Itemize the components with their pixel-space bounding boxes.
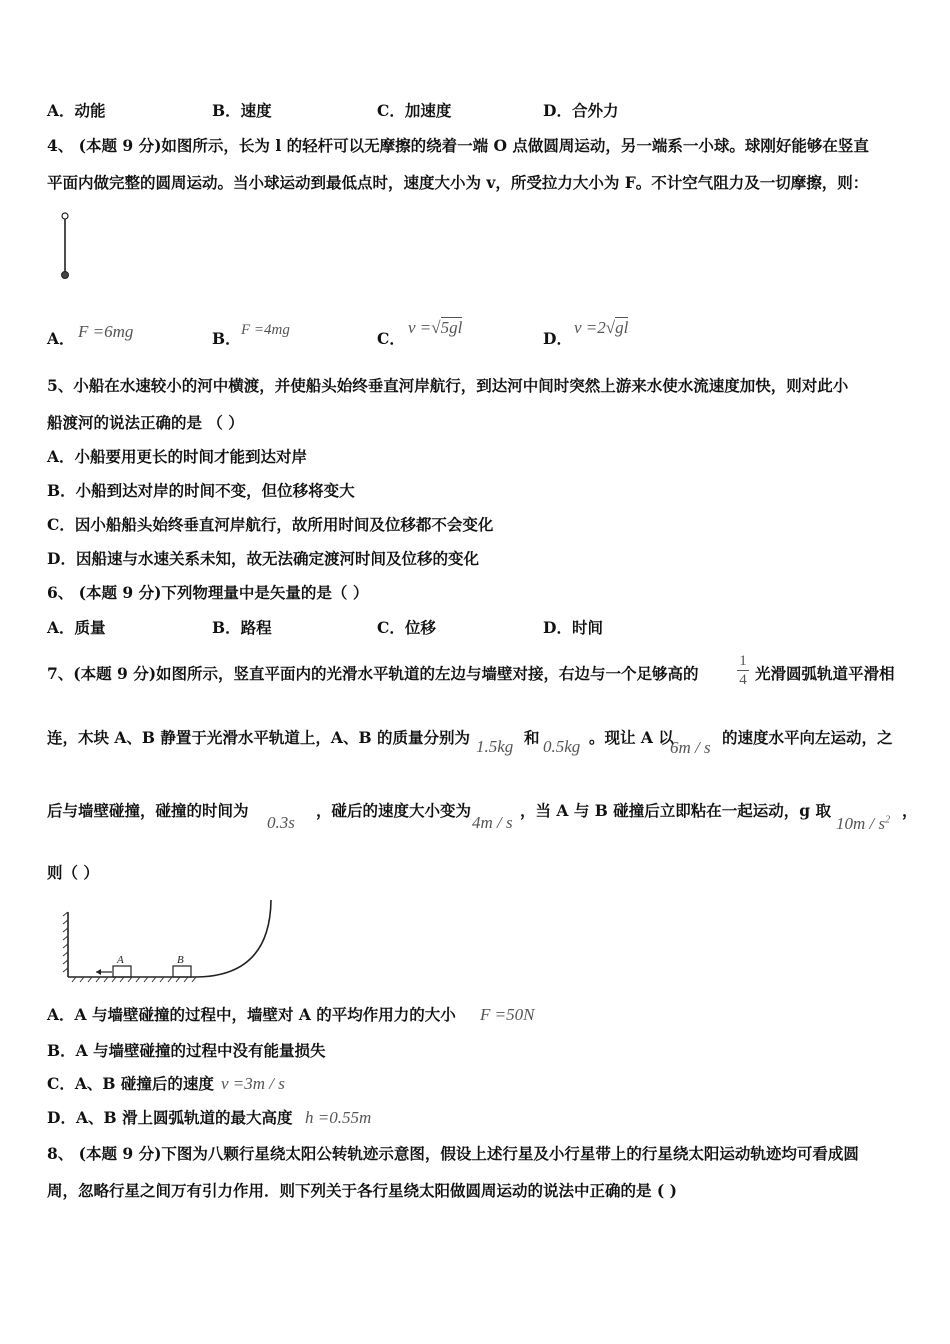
q4-option-d-letter: D． bbox=[543, 329, 572, 348]
q4-option-c-radicand: 5gl bbox=[440, 318, 463, 337]
block-a bbox=[113, 966, 131, 977]
q3-option-c: C．加速度 bbox=[377, 101, 452, 120]
q4-rod-figure bbox=[55, 210, 75, 285]
q4-option-a-letter: A． bbox=[47, 329, 75, 348]
q7-mass-b: 0.5kg bbox=[543, 737, 581, 756]
q4-stem-line2: 平面内做完整的圆周运动。当小球运动到最低点时，速度大小为 v，所受拉力大小为 F。不计空气阻力及一切摩擦，则： bbox=[47, 173, 869, 192]
q7-rebound-speed: 4m / s bbox=[472, 813, 513, 832]
q4-option-c-formula bbox=[408, 318, 462, 338]
q7-fraction-numerator: 1 bbox=[737, 652, 749, 671]
q4-option-b-formula: F =4mg bbox=[241, 322, 290, 338]
q7-option-c-text: C．A、B 碰撞后的速度 bbox=[47, 1074, 214, 1093]
block-b bbox=[173, 966, 191, 977]
q7-stem-line3d: ， bbox=[902, 801, 918, 820]
q7-stem-line2d: 的速度水平向左运动，之 bbox=[722, 728, 893, 747]
q7-option-b-text: B．A 与墙壁碰撞的过程中没有能量损失 bbox=[47, 1041, 326, 1060]
q7-stem-line2c: 。现让 A 以 bbox=[589, 728, 674, 747]
q7-option-d-text: D．A、B 滑上圆弧轨道的最大高度 bbox=[47, 1108, 293, 1127]
block-b-label: B bbox=[177, 954, 184, 966]
q7-mass-a: 1.5kg bbox=[476, 737, 514, 756]
q3-option-b: B．速度 bbox=[212, 101, 272, 120]
q7-gravity bbox=[836, 814, 890, 834]
block-a-label: A bbox=[117, 954, 124, 966]
q6-option-c: C．位移 bbox=[377, 618, 436, 637]
q4-option-a-formula: F =6mg bbox=[78, 322, 134, 341]
q7-stem-line1a: 7、(本题 9 分)如图所示，竖直平面内的光滑水平轨道的左边与墙壁对接，右边与一个足够高的 bbox=[47, 664, 699, 683]
q6-option-a: A．质量 bbox=[47, 618, 106, 637]
q7-stem-line4: 则（ ） bbox=[47, 863, 99, 882]
q6-option-d: D．时间 bbox=[543, 618, 603, 637]
q4-option-d-prefix: v =2 bbox=[574, 318, 606, 337]
q8-stem-line2: 周，忽略行星之间万有引力作用．则下列关于各行星绕太阳做圆周运动的说法中正确的是 ( ) bbox=[47, 1181, 677, 1200]
q7-stem-line3a: 后与墙壁碰撞，碰撞的时间为 bbox=[47, 801, 249, 820]
q5-option-b: B．小船到达对岸的时间不变，但位移将变大 bbox=[47, 481, 355, 500]
q7-initial-speed: 6m / s bbox=[670, 738, 711, 757]
q7-option-a-text: A．A 与墙壁碰撞的过程中，墙壁对 A 的平均作用力的大小 bbox=[47, 1005, 456, 1024]
q6-stem: 6、 (本题 9 分)下列物理量中是矢量的是（ ） bbox=[47, 583, 369, 602]
q7-fraction bbox=[737, 652, 749, 689]
q7-stem-line1b: 光滑圆弧轨道平滑相 bbox=[755, 664, 895, 683]
q5-stem-line2: 船渡河的说法正确的是 （ ） bbox=[47, 413, 244, 432]
q7-stem-line3c: ，当 A 与 B 碰撞后立即粘在一起运动，g 取 bbox=[520, 801, 831, 820]
q6-option-b: B．路程 bbox=[212, 618, 272, 637]
q7-option-c-formula: v =3m / s bbox=[221, 1074, 285, 1093]
q4-stem-line1: 4、 (本题 9 分)如图所示，长为 l 的轻杆可以无摩擦的绕着一端 O 点做圆周运动，另一端系一小球。球刚好能够在竖直 bbox=[47, 136, 869, 155]
q7-gravity-exponent: 2 bbox=[885, 814, 891, 826]
q4-option-c-letter: C． bbox=[377, 329, 405, 348]
q3-option-a: A．动能 bbox=[47, 101, 106, 120]
q7-gravity-value: 10m / s bbox=[836, 814, 886, 833]
q8-stem-line1: 8、 (本题 9 分)下图为八颗行星绕太阳公转轨迹示意图，假设上述行星及小行星带上的行星绕太阳运动轨迹均可看成圆 bbox=[47, 1144, 859, 1163]
q7-option-a-formula: F =50N bbox=[480, 1005, 535, 1024]
q7-collision-time: 0.3s bbox=[267, 813, 295, 832]
q5-option-c: C．因小船船头始终垂直河岸航行，故所用时间及位移都不会变化 bbox=[47, 515, 494, 534]
q5-option-a: A．小船要用更长的时间才能到达对岸 bbox=[47, 447, 308, 466]
q4-option-c-prefix: v = bbox=[408, 318, 432, 337]
q4-option-d-radicand: gl bbox=[615, 318, 629, 337]
q7-stem-line2b: 和 bbox=[524, 728, 540, 747]
sqrt-icon: √ bbox=[431, 318, 441, 337]
sqrt-icon: √ bbox=[605, 318, 616, 337]
q7-option-d-formula: h =0.55m bbox=[305, 1108, 372, 1127]
q7-stem-line3b: ，碰后的速度大小变为 bbox=[316, 801, 472, 820]
q7-track-figure bbox=[60, 898, 280, 983]
q4-option-d-formula bbox=[574, 318, 628, 338]
q5-option-d: D．因船速与水速关系未知，故无法确定渡河时间及位移的变化 bbox=[47, 549, 479, 568]
q4-option-b-letter: B． bbox=[212, 329, 241, 348]
q5-stem-line1: 5、小船在水速较小的河中横渡，并使船头始终垂直河岸航行，到达河中间时突然上游来水使水流速度加快，则对此小 bbox=[47, 376, 849, 395]
q3-option-d: D．合外力 bbox=[543, 101, 619, 120]
q7-fraction-denominator: 4 bbox=[739, 672, 747, 688]
q7-stem-line2a: 连，木块 A、B 静置于光滑水平轨道上，A、B 的质量分别为 bbox=[47, 728, 470, 747]
